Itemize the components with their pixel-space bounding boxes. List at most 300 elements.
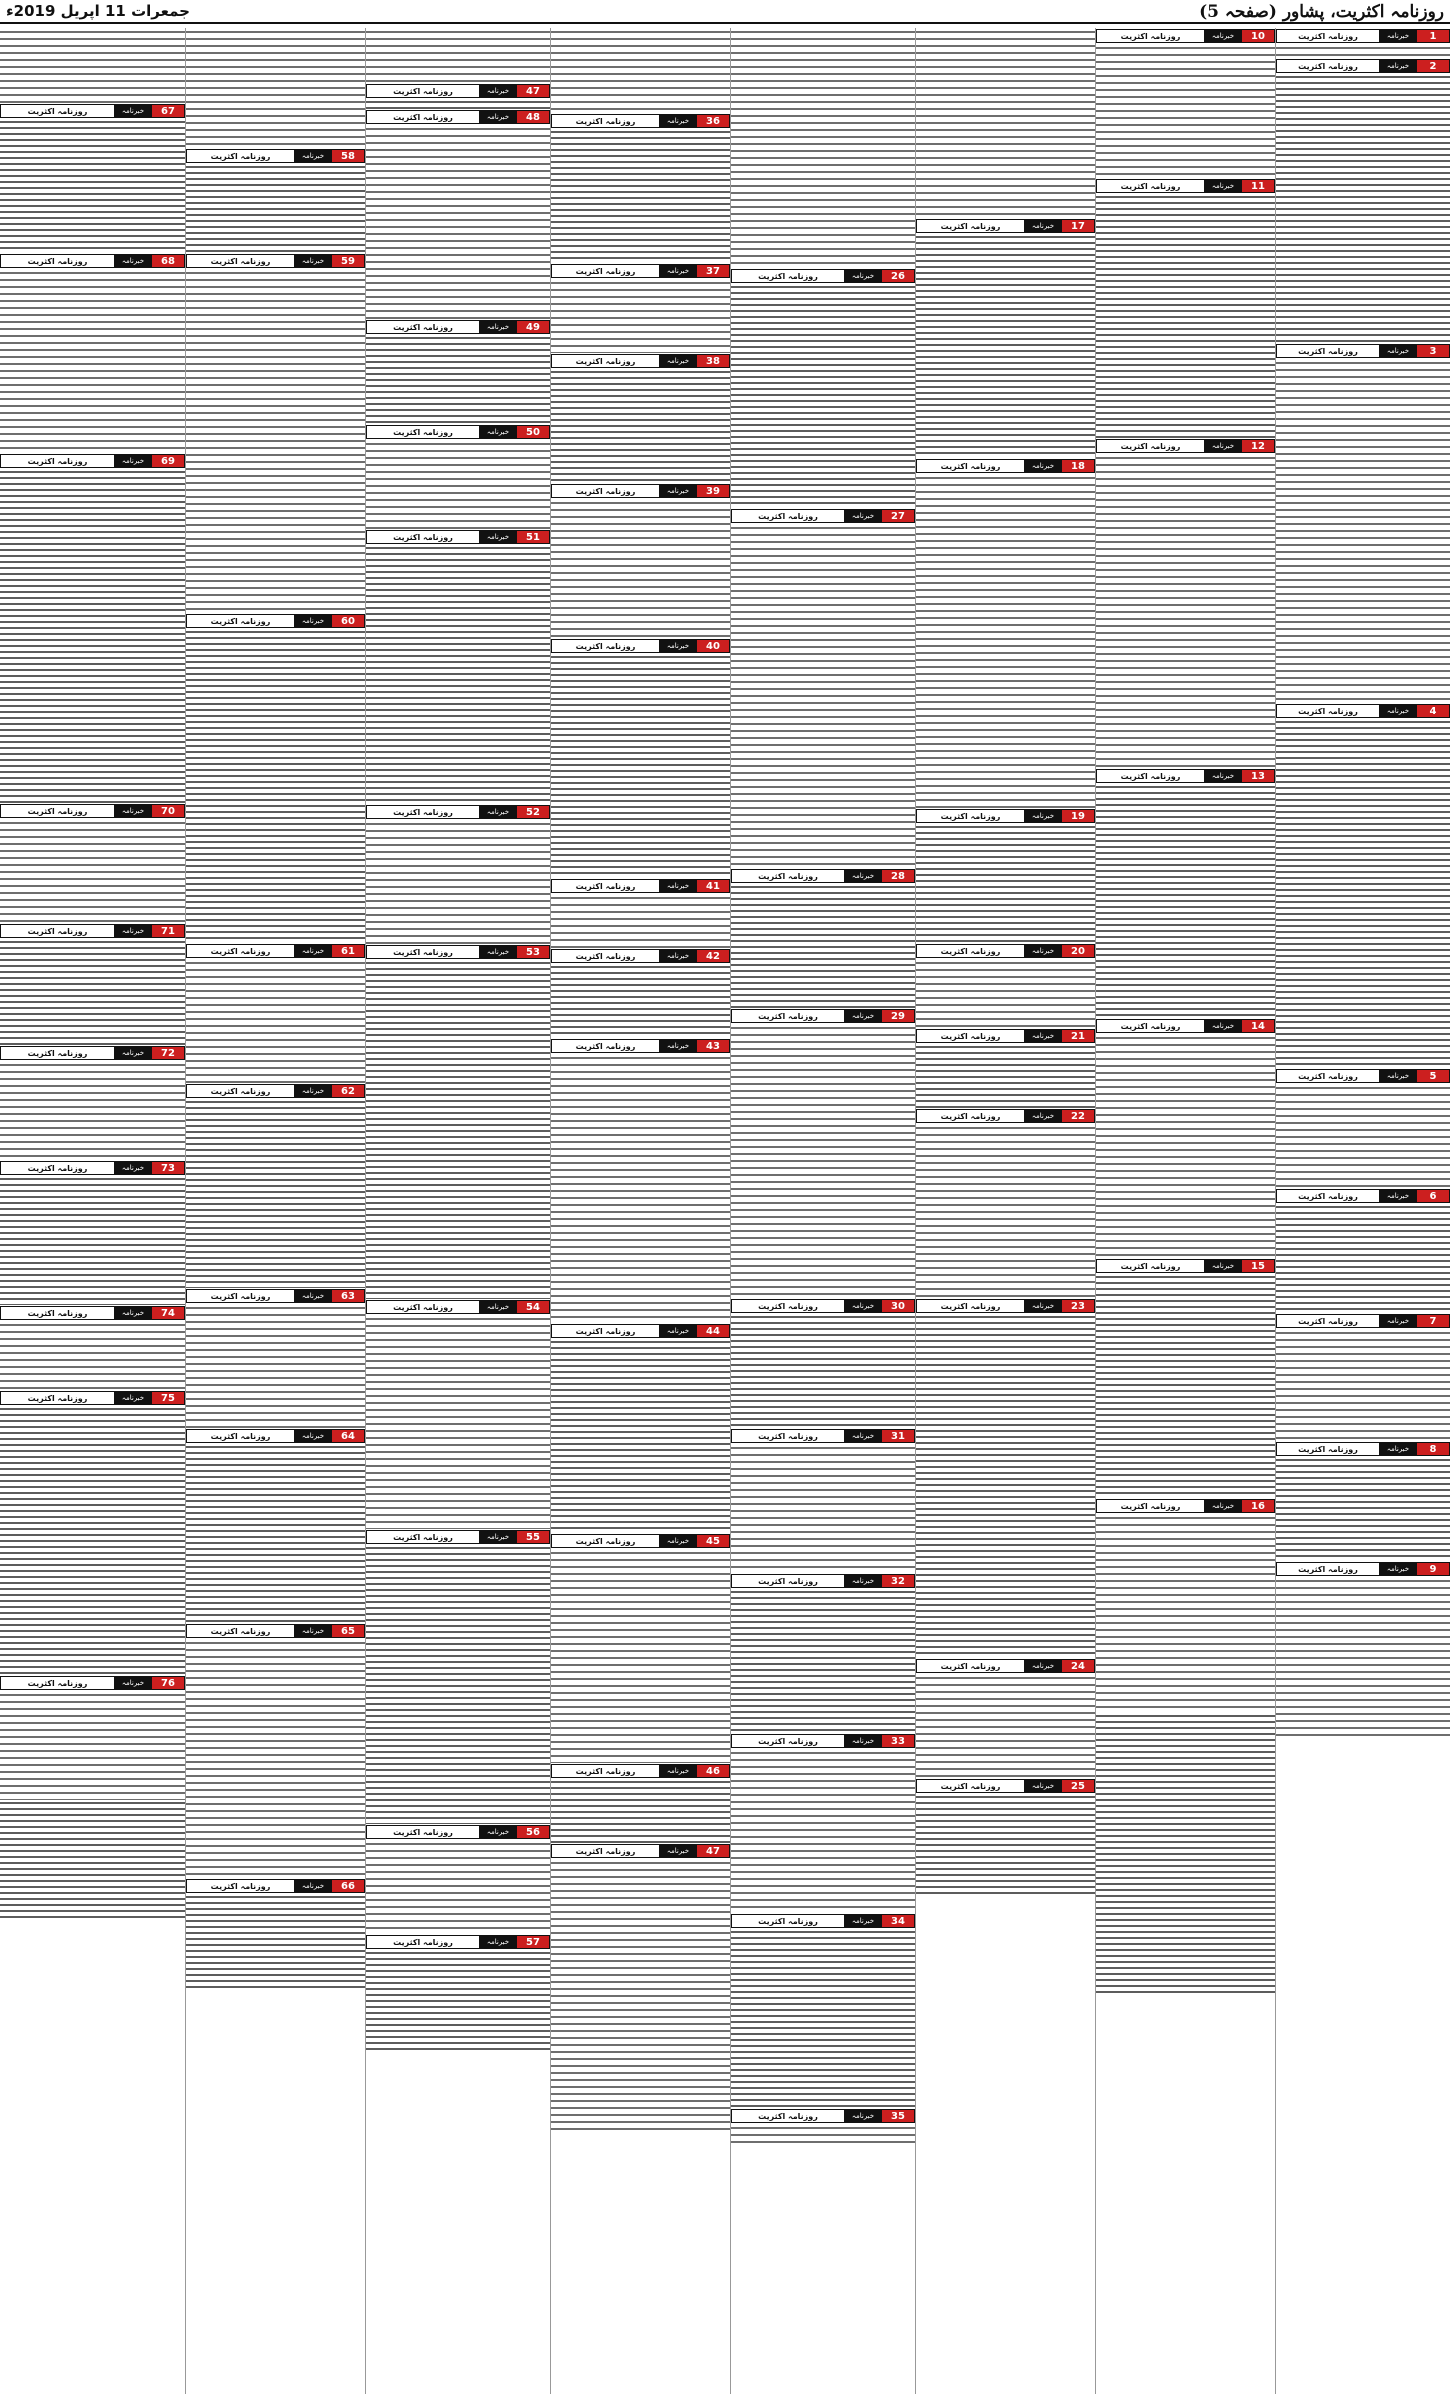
news-item-label: خبرنامہ bbox=[1204, 1260, 1242, 1272]
article-text bbox=[186, 629, 365, 943]
news-item-header bbox=[551, 484, 730, 498]
news-item-label: خبرنامہ bbox=[479, 85, 517, 97]
news-item bbox=[731, 1573, 915, 1733]
article-text bbox=[551, 1339, 730, 1533]
news-item-brand: روزنامہ اکثریت bbox=[552, 1845, 659, 1857]
article-text bbox=[731, 1024, 915, 1298]
news-item-label: خبرنامہ bbox=[844, 870, 882, 882]
news-item-header bbox=[366, 84, 550, 98]
news-item-number: 61 bbox=[332, 945, 364, 957]
news-item-number: 1 bbox=[1417, 30, 1449, 42]
news-item-label: خبرنامہ bbox=[659, 1535, 697, 1547]
news-item bbox=[366, 109, 550, 319]
news-item-label: خبرنامہ bbox=[1379, 30, 1417, 42]
news-item-label: خبرنامہ bbox=[659, 265, 697, 277]
news-item-number: 54 bbox=[517, 1301, 549, 1313]
article-text bbox=[0, 1406, 185, 1675]
news-item-number: 31 bbox=[882, 1430, 914, 1442]
article-text bbox=[366, 99, 550, 109]
news-item-header bbox=[0, 1306, 185, 1320]
news-item-label: خبرنامہ bbox=[844, 1575, 882, 1587]
article-text bbox=[916, 1124, 1095, 1298]
news-item-number: 13 bbox=[1242, 770, 1274, 782]
news-item-brand: روزنامہ اکثریت bbox=[1097, 440, 1204, 452]
masthead-title: روزنامہ اکثریت، پشاور (صفحہ 5) bbox=[1199, 1, 1444, 22]
news-item-number: 19 bbox=[1062, 810, 1094, 822]
article-text bbox=[551, 1859, 730, 2133]
news-item-brand: روزنامہ اکثریت bbox=[917, 460, 1024, 472]
news-item-number: 5 bbox=[1417, 1070, 1449, 1082]
news-item-label: خبرنامہ bbox=[1024, 1300, 1062, 1312]
news-item-number: 75 bbox=[152, 1392, 184, 1404]
news-item-brand: روزنامہ اکثریت bbox=[1277, 1563, 1379, 1575]
news-item-header bbox=[0, 104, 185, 118]
news-item-number: 12 bbox=[1242, 440, 1274, 452]
news-item-brand: روزنامہ اکثریت bbox=[552, 265, 659, 277]
news-item-label: خبرنامہ bbox=[1379, 705, 1417, 717]
news-item-number: 11 bbox=[1242, 180, 1274, 192]
news-item-brand: روزنامہ اکثریت bbox=[1097, 180, 1204, 192]
news-item-brand: روزنامہ اکثریت bbox=[367, 531, 479, 543]
column-3 bbox=[915, 28, 1095, 2394]
news-item-brand: روزنامہ اکثریت bbox=[1097, 1500, 1204, 1512]
news-item-label: خبرنامہ bbox=[659, 1845, 697, 1857]
article-text bbox=[0, 1176, 185, 1305]
news-item-brand: روزنامہ اکثریت bbox=[917, 1300, 1024, 1312]
news-item bbox=[916, 1028, 1095, 1108]
news-item-header bbox=[0, 1676, 185, 1690]
article-text bbox=[0, 1061, 185, 1160]
news-item-number: 14 bbox=[1242, 1020, 1274, 1032]
news-item-header bbox=[1276, 1189, 1450, 1203]
news-item-label: خبرنامہ bbox=[479, 1936, 517, 1948]
article-text bbox=[551, 1054, 730, 1323]
news-item-header bbox=[366, 425, 550, 439]
news-item-header bbox=[551, 1039, 730, 1053]
news-item-brand: روزنامہ اکثریت bbox=[367, 426, 479, 438]
news-item-label: خبرنامہ bbox=[659, 950, 697, 962]
news-item-label: خبرنامہ bbox=[294, 255, 332, 267]
news-item-number: 62 bbox=[332, 1085, 364, 1097]
news-item-label: خبرنامہ bbox=[479, 946, 517, 958]
article-text bbox=[731, 1589, 915, 1733]
article-text bbox=[366, 1950, 550, 2054]
news-item bbox=[366, 319, 550, 424]
column-6 bbox=[365, 28, 550, 2394]
news-item-number: 67 bbox=[152, 105, 184, 117]
news-item-brand: روزنامہ اکثریت bbox=[1, 455, 114, 467]
news-item-label: خبرنامہ bbox=[114, 805, 152, 817]
news-item bbox=[731, 1428, 915, 1573]
news-item-number: 69 bbox=[152, 455, 184, 467]
article-text bbox=[186, 164, 365, 253]
news-item-header bbox=[0, 924, 185, 938]
news-item-label: خبرنامہ bbox=[294, 150, 332, 162]
news-item-brand: روزنامہ اکثریت bbox=[917, 1660, 1024, 1672]
news-item-brand: روزنامہ اکثریت bbox=[1277, 1315, 1379, 1327]
news-item bbox=[366, 529, 550, 804]
news-item-header bbox=[1276, 1442, 1450, 1456]
article-text bbox=[0, 819, 185, 923]
news-item-brand: روزنامہ اکثریت bbox=[1, 1307, 114, 1319]
news-item bbox=[916, 1108, 1095, 1298]
news-item bbox=[916, 1778, 1095, 1898]
article-text bbox=[916, 1674, 1095, 1778]
article-text bbox=[916, 28, 1095, 218]
news-item bbox=[1276, 703, 1450, 1068]
news-item-label: خبرنامہ bbox=[1204, 180, 1242, 192]
news-item-header bbox=[366, 320, 550, 334]
news-item bbox=[551, 1763, 730, 1843]
news-item bbox=[1276, 1441, 1450, 1561]
news-item-brand: روزنامہ اکثریت bbox=[732, 1735, 844, 1747]
news-item-brand: روزنامہ اکثریت bbox=[1277, 1190, 1379, 1202]
news-item-number: 50 bbox=[517, 426, 549, 438]
news-item-brand: روزنامہ اکثریت bbox=[552, 1765, 659, 1777]
news-item-brand: روزنامہ اکثریت bbox=[367, 806, 479, 818]
news-item bbox=[0, 923, 185, 1045]
article-text bbox=[731, 284, 915, 508]
news-item-number: 39 bbox=[697, 485, 729, 497]
news-item-label: خبرنامہ bbox=[1204, 1020, 1242, 1032]
article-text bbox=[551, 369, 730, 483]
news-item-label: خبرنامہ bbox=[844, 1735, 882, 1747]
news-item-header bbox=[366, 530, 550, 544]
news-item-brand: روزنامہ اکثریت bbox=[187, 150, 294, 162]
news-item-number: 51 bbox=[517, 531, 549, 543]
continued-text-block bbox=[731, 28, 915, 268]
news-item bbox=[551, 353, 730, 483]
news-item-header bbox=[731, 869, 915, 883]
article-text bbox=[0, 1691, 185, 1800]
news-item-number: 57 bbox=[517, 1936, 549, 1948]
news-item-number: 27 bbox=[882, 510, 914, 522]
news-item-label: خبرنامہ bbox=[659, 115, 697, 127]
news-item-brand: روزنامہ اکثریت bbox=[732, 2110, 844, 2122]
news-item-label: خبرنامہ bbox=[844, 270, 882, 282]
news-item-label: خبرنامہ bbox=[659, 640, 697, 652]
news-item-number: 63 bbox=[332, 1290, 364, 1302]
news-item-label: خبرنامہ bbox=[1024, 810, 1062, 822]
column-2 bbox=[1095, 28, 1275, 2394]
article-text bbox=[1276, 1204, 1450, 1313]
news-item bbox=[551, 483, 730, 638]
news-item bbox=[551, 1843, 730, 2133]
news-item bbox=[0, 1675, 185, 1800]
news-item bbox=[731, 1298, 915, 1428]
news-item-header bbox=[186, 149, 365, 163]
news-item bbox=[366, 83, 550, 109]
news-item-header bbox=[916, 1029, 1095, 1043]
news-item-brand: روزنامہ اکثریت bbox=[367, 85, 479, 97]
news-item bbox=[731, 868, 915, 1008]
news-item-number: 47 bbox=[697, 1845, 729, 1857]
article-text bbox=[1276, 44, 1450, 58]
news-item-number: 33 bbox=[882, 1735, 914, 1747]
news-item-label: خبرنامہ bbox=[479, 321, 517, 333]
news-item-number: 41 bbox=[697, 880, 729, 892]
news-item-label: خبرنامہ bbox=[844, 1915, 882, 1927]
news-item-label: خبرنامہ bbox=[1204, 1500, 1242, 1512]
news-item bbox=[916, 218, 1095, 458]
news-item-header bbox=[1096, 1019, 1275, 1033]
news-item-brand: روزنامہ اکثریت bbox=[367, 1936, 479, 1948]
continued-text-block bbox=[551, 28, 730, 113]
news-item-number: 73 bbox=[152, 1162, 184, 1174]
news-item-brand: روزنامہ اکثریت bbox=[1097, 1260, 1204, 1272]
column-1 bbox=[1275, 28, 1450, 2394]
news-item-number: 22 bbox=[1062, 1110, 1094, 1122]
news-item-number: 15 bbox=[1242, 1260, 1274, 1272]
news-item-header bbox=[1276, 1562, 1450, 1576]
news-item bbox=[551, 263, 730, 353]
news-item-brand: روزنامہ اکثریت bbox=[732, 270, 844, 282]
news-item-header bbox=[551, 114, 730, 128]
news-item-label: خبرنامہ bbox=[659, 1325, 697, 1337]
article-text bbox=[1096, 44, 1275, 178]
news-item-label: خبرنامہ bbox=[114, 1162, 152, 1174]
news-item-header bbox=[186, 1429, 365, 1443]
news-item-header bbox=[916, 1109, 1095, 1123]
news-item-label: خبرنامہ bbox=[1204, 30, 1242, 42]
article-text bbox=[731, 1929, 915, 2108]
article-text bbox=[0, 469, 185, 803]
news-item-brand: روزنامہ اکثریت bbox=[917, 220, 1024, 232]
article-text bbox=[0, 1321, 185, 1390]
news-item-number: 66 bbox=[332, 1880, 364, 1892]
news-item-label: خبرنامہ bbox=[1379, 345, 1417, 357]
news-item-header bbox=[1276, 344, 1450, 358]
news-item-header bbox=[366, 110, 550, 124]
news-item-label: خبرنامہ bbox=[659, 355, 697, 367]
news-item bbox=[186, 1288, 365, 1428]
article-text bbox=[1096, 194, 1275, 438]
news-item-number: 20 bbox=[1062, 945, 1094, 957]
news-item-number: 52 bbox=[517, 806, 549, 818]
news-item-label: خبرنامہ bbox=[294, 945, 332, 957]
news-item-brand: روزنامہ اکثریت bbox=[1277, 705, 1379, 717]
masthead bbox=[0, 0, 1450, 24]
news-item-brand: روزنامہ اکثریت bbox=[552, 640, 659, 652]
article-text bbox=[551, 279, 730, 353]
article-text bbox=[916, 1044, 1095, 1108]
news-item-label: خبرنامہ bbox=[114, 455, 152, 467]
news-item bbox=[916, 1298, 1095, 1658]
news-item-brand: روزنامہ اکثریت bbox=[917, 1030, 1024, 1042]
news-item-number: 71 bbox=[152, 925, 184, 937]
news-item-header bbox=[366, 1530, 550, 1544]
news-item-header bbox=[186, 254, 365, 268]
news-item-header bbox=[916, 809, 1095, 823]
news-item-label: خبرنامہ bbox=[844, 1430, 882, 1442]
news-item bbox=[186, 1623, 365, 1878]
news-item-brand: روزنامہ اکثریت bbox=[552, 355, 659, 367]
news-item-label: خبرنامہ bbox=[114, 105, 152, 117]
article-text bbox=[186, 959, 365, 1083]
news-item bbox=[551, 113, 730, 263]
news-item-label: خبرنامہ bbox=[294, 1290, 332, 1302]
news-item bbox=[0, 1305, 185, 1390]
news-item-label: خبرنامہ bbox=[479, 426, 517, 438]
article-text bbox=[731, 1749, 915, 1913]
news-item-header bbox=[551, 354, 730, 368]
news-item-label: خبرنامہ bbox=[479, 806, 517, 818]
news-item bbox=[731, 1913, 915, 2108]
article-text bbox=[366, 335, 550, 424]
news-item bbox=[1276, 28, 1450, 58]
news-item bbox=[916, 458, 1095, 808]
news-item-number: 36 bbox=[697, 115, 729, 127]
news-item-brand: روزنامہ اکثریت bbox=[1277, 60, 1379, 72]
news-item-brand: روزنامہ اکثریت bbox=[367, 946, 479, 958]
news-item-brand: روزنامہ اکثریت bbox=[552, 1535, 659, 1547]
news-item-label: خبرنامہ bbox=[659, 1040, 697, 1052]
article-text bbox=[1276, 1329, 1450, 1441]
news-item-number: 59 bbox=[332, 255, 364, 267]
news-item-number: 64 bbox=[332, 1430, 364, 1442]
news-item-number: 65 bbox=[332, 1625, 364, 1637]
news-item-header bbox=[731, 1429, 915, 1443]
news-item-number: 37 bbox=[697, 265, 729, 277]
article-text bbox=[366, 125, 550, 319]
news-item-header bbox=[186, 1084, 365, 1098]
article-text bbox=[551, 1779, 730, 1843]
news-item-label: خبرنامہ bbox=[1024, 945, 1062, 957]
news-item-number: 47 bbox=[517, 85, 549, 97]
news-item-label: خبرنامہ bbox=[479, 1531, 517, 1543]
news-item-header bbox=[916, 1779, 1095, 1793]
news-item-label: خبرنامہ bbox=[1379, 1315, 1417, 1327]
news-item-label: خبرنامہ bbox=[659, 880, 697, 892]
news-item-brand: روزنامہ اکثریت bbox=[1, 805, 114, 817]
article-text bbox=[1276, 359, 1450, 703]
article-text bbox=[366, 1315, 550, 1529]
column-4 bbox=[730, 28, 915, 2394]
article-text bbox=[1276, 74, 1450, 343]
news-item-number: 48 bbox=[517, 111, 549, 123]
news-item bbox=[731, 268, 915, 508]
news-item bbox=[186, 943, 365, 1083]
news-item-label: خبرنامہ bbox=[1204, 440, 1242, 452]
article-text bbox=[1096, 454, 1275, 768]
news-item-number: 58 bbox=[332, 150, 364, 162]
news-item bbox=[551, 948, 730, 1038]
news-item-number: 16 bbox=[1242, 1500, 1274, 1512]
news-item-label: خبرنامہ bbox=[479, 1301, 517, 1313]
news-item-number: 29 bbox=[882, 1010, 914, 1022]
news-item-header bbox=[1096, 1259, 1275, 1273]
news-item-header bbox=[916, 1659, 1095, 1673]
news-item-brand: روزنامہ اکثریت bbox=[1, 255, 114, 267]
news-item-header bbox=[916, 459, 1095, 473]
news-item bbox=[186, 1083, 365, 1288]
news-item bbox=[1276, 1561, 1450, 1741]
news-item-brand: روزنامہ اکثریت bbox=[917, 945, 1024, 957]
news-item-label: خبرنامہ bbox=[1379, 60, 1417, 72]
news-item-brand: روزنامہ اکثریت bbox=[552, 950, 659, 962]
news-item-header bbox=[731, 509, 915, 523]
continued-text-block bbox=[0, 28, 185, 103]
article-text bbox=[0, 939, 185, 1045]
news-item-header bbox=[186, 614, 365, 628]
news-item-brand: روزنامہ اکثریت bbox=[732, 870, 844, 882]
news-item-number: 56 bbox=[517, 1826, 549, 1838]
news-item-header bbox=[186, 1879, 365, 1893]
news-item-header bbox=[731, 1914, 915, 1928]
news-item-brand: روزنامہ اکثریت bbox=[1277, 30, 1379, 42]
news-grid bbox=[0, 28, 1450, 2394]
news-item bbox=[0, 1390, 185, 1675]
news-item-header bbox=[551, 1764, 730, 1778]
news-item-header bbox=[551, 1324, 730, 1338]
news-item-brand: روزنامہ اکثریت bbox=[917, 1110, 1024, 1122]
article-text bbox=[731, 1314, 915, 1428]
article-text bbox=[186, 269, 365, 613]
news-item-brand: روزنامہ اکثریت bbox=[1, 1677, 114, 1689]
news-item-number: 4 bbox=[1417, 705, 1449, 717]
continued-text-block bbox=[1096, 1713, 1275, 1993]
news-item-number: 35 bbox=[882, 2110, 914, 2122]
news-item-number: 8 bbox=[1417, 1443, 1449, 1455]
news-item-number: 17 bbox=[1062, 220, 1094, 232]
article-text bbox=[0, 28, 185, 103]
news-item-brand: روزنامہ اکثریت bbox=[187, 615, 294, 627]
news-item bbox=[366, 944, 550, 1299]
news-item bbox=[731, 2108, 915, 2143]
news-item bbox=[1096, 178, 1275, 438]
article-text bbox=[551, 964, 730, 1038]
news-item-header bbox=[551, 1844, 730, 1858]
news-item bbox=[916, 808, 1095, 943]
news-item bbox=[186, 613, 365, 943]
article-text bbox=[731, 28, 915, 268]
news-item-label: خبرنامہ bbox=[114, 1047, 152, 1059]
news-item-brand: روزنامہ اکثریت bbox=[1277, 1443, 1379, 1455]
news-item-header bbox=[1096, 29, 1275, 43]
news-item bbox=[0, 1045, 185, 1160]
news-item-header bbox=[0, 1046, 185, 1060]
article-text bbox=[551, 1549, 730, 1763]
news-item-label: خبرنامہ bbox=[294, 1085, 332, 1097]
news-item-header bbox=[731, 1574, 915, 1588]
article-text bbox=[731, 524, 915, 868]
news-item-header bbox=[366, 1825, 550, 1839]
news-item-label: خبرنامہ bbox=[1024, 1780, 1062, 1792]
article-text bbox=[1096, 1274, 1275, 1498]
news-item-brand: روزنامہ اکثریت bbox=[552, 115, 659, 127]
article-text bbox=[551, 894, 730, 948]
news-item bbox=[186, 148, 365, 253]
news-item-label: خبرنامہ bbox=[294, 1430, 332, 1442]
news-item-header bbox=[551, 264, 730, 278]
news-item bbox=[186, 1878, 365, 1988]
news-item-number: 74 bbox=[152, 1307, 184, 1319]
news-item-brand: روزنامہ اکثریت bbox=[732, 1300, 844, 1312]
news-item-label: خبرنامہ bbox=[1024, 460, 1062, 472]
news-item bbox=[731, 1008, 915, 1298]
news-item-label: خبرنامہ bbox=[294, 1625, 332, 1637]
news-item-header bbox=[186, 944, 365, 958]
news-item bbox=[1096, 1498, 1275, 1713]
news-item-number: 38 bbox=[697, 355, 729, 367]
news-item-header bbox=[186, 1289, 365, 1303]
news-item-header bbox=[366, 945, 550, 959]
news-item bbox=[551, 1533, 730, 1763]
news-item-number: 60 bbox=[332, 615, 364, 627]
article-text bbox=[186, 1304, 365, 1428]
news-item-number: 21 bbox=[1062, 1030, 1094, 1042]
news-item-number: 40 bbox=[697, 640, 729, 652]
